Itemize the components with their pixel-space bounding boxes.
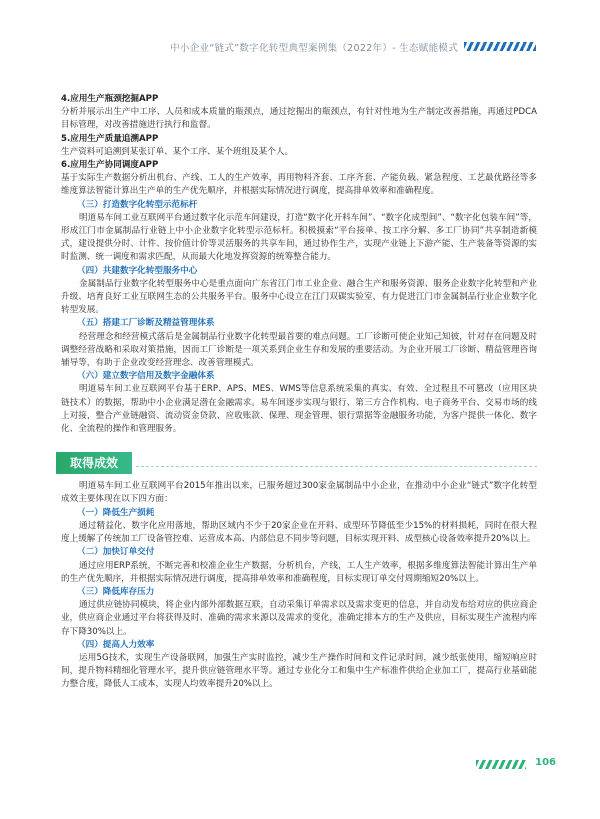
paragraph: 经营理念和经营模式落后是金属制品行业数字化转型最首要的难点问题。工厂诊断可使企业知己知彼，针对存在问题及时调整经营战略和采取对策措施，因而工厂诊断是一项关系到企业生存和发展的重要活动。为企业开展工厂诊断、精益管理咨询辅导等，有助于企业改变经营理念、改善管理模式。 — [61, 331, 537, 369]
page-header — [0, 38, 600, 60]
paragraph: 通过应用ERP系统，不断完善和校准企业生产数据，分析机台，产线，工人生产效率，根据多维度算法智能计算出生产单的生产优先顺序，并根据实际情况进行调度，提高排单效率和准确程度，目标实现订单交付周期缩短20%以上。 — [61, 560, 537, 584]
paragraph: 生产资料可追溯到某张订单、某个工序、某个班组及某个人。 — [61, 146, 294, 157]
subheading: 4.应用生产瓶颈挖掘APP — [61, 94, 159, 104]
header-stripe-decoration — [464, 42, 536, 51]
section-title: 取得成效 — [56, 452, 132, 474]
paragraph: 基于实际生产数据分析出机台、产线、工人的生产效率，再用物料齐套、工序齐套、产能负载、紧急程度、工艺最优路径等多维度算法智能计算出生产单的生产优先顺序，并根据实际情况进行调度，提高排单效率和准确程度。 — [61, 173, 537, 197]
subheading: 6.应用生产协同调度APP — [61, 160, 159, 171]
section-banner — [56, 452, 537, 476]
subheading: （一）降低生产损耗 — [77, 507, 155, 518]
subheading: （三）降低库存压力 — [77, 586, 155, 597]
part-one — [61, 93, 537, 436]
document-body — [61, 93, 537, 692]
paragraph: 金属制品行业数字化转型服务中心是重点面向广东省江门市工业企业、融合生产和服务资源、服务企业数字化转型和产业升级、培育良好工业互联网生态的公共服务平台。服务中心设立在江门双碳实验室，有力促进江门市金属制品行业企业数字化转型发展。 — [61, 278, 537, 316]
paragraph: 明道易车间工业互联网平台基于ERP、APS、MES、WMS等信息系统采集的真实、有效、全过程且不可篡改（应用区块链技术）的数据，帮助中小企业满足潜在金融需求。易车间逐步实现与银行、第三方合作机构、电子商务平台、交易市场的线上对接，整合产业链融资、流动资金贷款、应收账款、保理、现金管理、银行票据等金融服务功能，为客户提供一体化、数字化、全流程的操作和管理服务。 — [61, 384, 537, 435]
paragraph: 通过精益化、数字化应用落地，帮助区域内不少于20家企业在开料、成型环节降低至少15%的材料损耗，同时在很大程度上缓解了传统加工厂设备管控难、运营成本高、内部信息不同步等问题，目标实现开料、成型核心设备效率提升20%以上。 — [61, 520, 537, 545]
paragraph: 分析并展示出生产中工序、人员和成本质量的瓶颈点，通过挖掘出的瓶颈点，有针对性地为生产制定改善措施，再通过PDCA目标管理，对改善措施进行执行和监督。 — [61, 107, 537, 131]
subheading: （六）建立数字信用及数字金融体系 — [77, 371, 215, 382]
subheading: （二）加快订单交付 — [77, 547, 155, 558]
subheading: （四）共建数字化转型服务中心 — [77, 265, 198, 276]
subheading: （四）提高人力效率 — [77, 639, 155, 650]
page-number: 106 — [535, 757, 556, 768]
part-two — [61, 480, 537, 691]
footer-stripe-decoration — [476, 760, 526, 769]
header-title: 中小企业“链式”数字化转型典型案例集（2022年）- 生态赋能模式 — [170, 43, 458, 54]
paragraph: 通过供应链协同模块，将企业内部外部数据互联，自动采集订单需求以及需求变更的信息，并自动发布给对应的供应商企业，供应商企业通过平台将获得及时、准确的需求来源以及需求的变化，准确定排本方的生产及供应，目标实现生产流程内库存下降30%以上。 — [61, 600, 537, 637]
paragraph: 明道易车间工业互联网平台2015年推出以来，已服务超过300家金属制品中小企业，在推动中小企业“链式”数字化转型成效主要体现在以下四方面： — [61, 481, 537, 505]
subheading: （五）搭建工厂诊断及精益管理体系 — [77, 318, 215, 329]
paragraph: 明道易车间工业互联网平台通过数字化示范车间建设，打造“数字化开料车间”、“数字化成型间”、“数字化包装车间”等，形成江门市金属制品行业链上中小企业数字化转型示范标杆。积极摸索“平台接单、按工序分解、多工厂协同”共享制造新模式，建设提供分时、计件、按价值计价等灵活服务的共享车间，通过协作生产，实现产业链上下游产能、生产装备等资源的实时监测、统一调度和需求匹配，从而最大化地发挥资源的统筹整合能力。 — [61, 212, 537, 263]
subheading: （三）打造数字化转型示范标杆 — [77, 199, 198, 210]
section-divider — [136, 466, 537, 467]
page-footer — [436, 757, 556, 771]
paragraph: 运用5G技术，实现生产设备联网，加强生产实时监控，减少生产操作时间和文件记录时间，减少纸张使用，缩短响应时间，提升物料精细化管理水平，提升供应链管理水平等。通过专业化分工和集中生产标准件供给企业加工厂，提高行业基础能力整合度，降低人工成本，实现人均效率提升20%以上。 — [61, 652, 537, 690]
subheading: 5.应用生产质量追溯APP — [61, 133, 159, 144]
